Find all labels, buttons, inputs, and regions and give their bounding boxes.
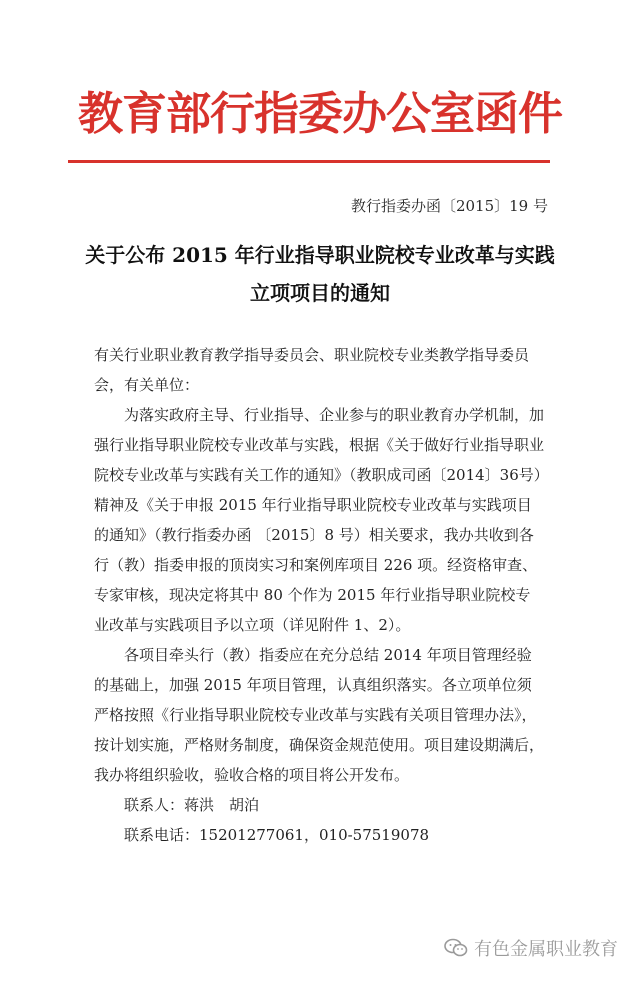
contact-phone: 联系电话：15201277061，010-57519078 <box>124 826 430 844</box>
notice-body <box>94 340 544 850</box>
letterhead-rule <box>68 160 550 163</box>
watermark <box>444 935 618 961</box>
salutation: 有关行业职业教育教学指导委员会、职业院校专业类教学指导委员会，有关单位： <box>94 346 530 394</box>
paragraph-1: 为落实政府主导、行业指导、企业参与的职业教育办学机制，加强行业指导职业院校专业改革与实践，根据《关于做好行业指导职业院校专业改革与实践有关工作的通知》（教职成司函〔2014〕36号）精神及《关于申报 2015 年行业指导职业院校专业改革与实践项目的通知》（教行指委办函 〔2015〕8 号）相关要求，我办共收到各行（教）指委申报的顶岗实习和案例库项目 226 项。经资格审查、专家审核，现决定将其中 80 个作为 2015 年行业指导职业院校专业改革与实践项目予以立项（详见附件 1、2）。 <box>94 406 545 634</box>
paragraph-2: 各项目牵头行（教）指委应在充分总结 2014 年项目管理经验的基础上，加强 2015 年项目管理，认真组织落实。各立项单位须严格按照《行业指导职业院校专业改革与实践有关项目管理办法》，按计划实施，严格财务制度，确保资金规范使用。项目建设期满后，我办将组织验收，验收合格的项目将公开发布。 <box>94 646 545 784</box>
watermark-text: 有色金属职业教育 <box>474 939 618 960</box>
letterhead-title: 教育部行指委办公室函件 <box>77 87 562 140</box>
wechat-icon <box>444 938 468 958</box>
contact-people: 联系人：蒋洪 胡泊 <box>124 796 260 814</box>
document-number: 教行指委办函〔2015〕19 号 <box>350 197 548 215</box>
notice-title: 关于公布 2015 年行业指导职业院校专业改革与实践立项项目的通知 <box>85 243 555 305</box>
